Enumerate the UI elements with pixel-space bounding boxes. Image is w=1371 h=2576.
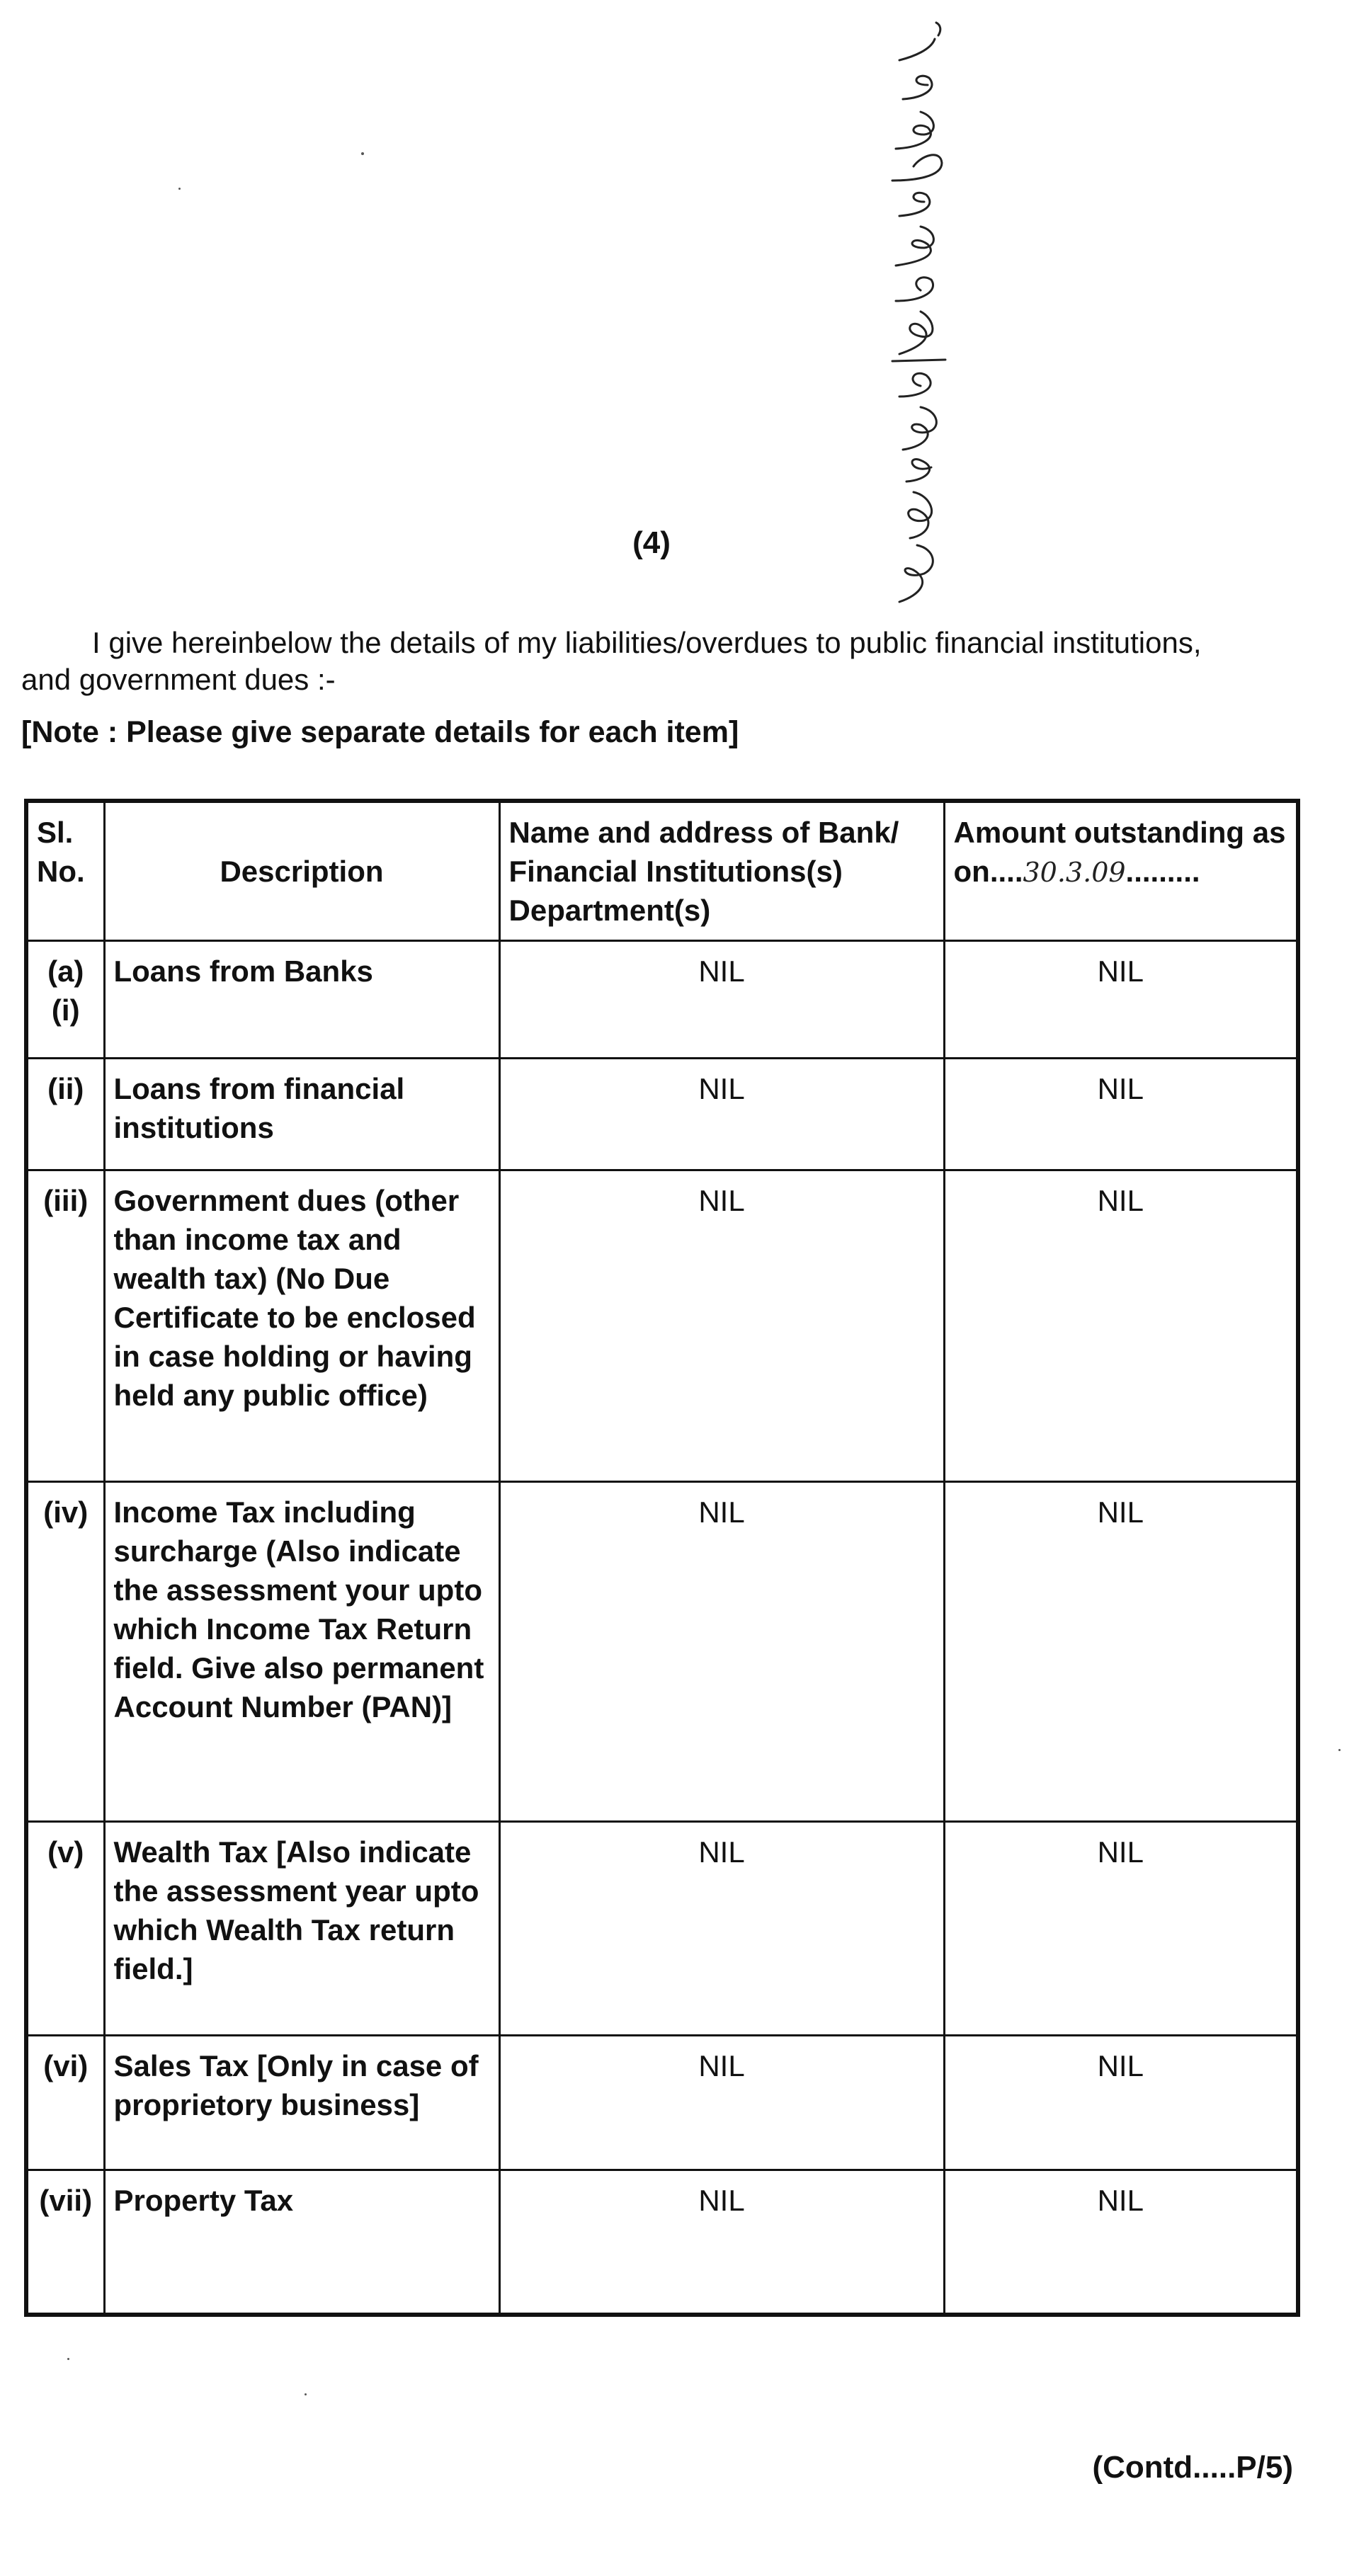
row-description: Income Tax including surcharge (Also indicate the assessment your upto which Income Tax Return field. Give also permanent Account Number (PAN)] [104,1482,499,1822]
row-sl: (vi) [26,2036,104,2170]
header-amount-dots-trailing: ......... [1125,855,1200,888]
scan-speck [305,2393,307,2395]
row-description: Loans from Banks [104,941,499,1059]
table-header-row [26,801,1298,941]
table-row [26,2170,1298,2315]
row-name-address: NIL [499,2036,944,2170]
note-text: [Note : Please give separate details for each item] [21,715,739,749]
row-amount: NIL [944,1170,1298,1482]
row-amount: NIL [944,1482,1298,1822]
table-row [26,1822,1298,2036]
row-name-address: NIL [499,1170,944,1482]
row-sl: (v) [26,1822,104,2036]
row-name-address: NIL [499,1059,944,1170]
intro-line-2: and government dues :- [21,663,336,696]
table-row [26,941,1298,1059]
handwritten-signature [871,21,956,616]
row-name-address: NIL [499,1822,944,2036]
table-row [26,1059,1298,1170]
scan-speck [361,152,364,155]
scan-speck [178,188,181,190]
intro-line-1: I give hereinbelow the details of my liabilities/overdues to public financial institutions, [92,626,1202,659]
header-description: Description [104,801,499,941]
row-sl: (a) (i) [26,941,104,1059]
row-name-address: NIL [499,1482,944,1822]
row-name-address: NIL [499,941,944,1059]
liabilities-table [24,799,1300,2317]
table-row [26,2036,1298,2170]
header-name-address: Name and address of Bank/ Financial Institutions(s) Department(s) [499,801,944,941]
table-row [26,1170,1298,1482]
row-amount: NIL [944,941,1298,1059]
row-amount: NIL [944,1822,1298,2036]
row-amount: NIL [944,1059,1298,1170]
header-amount-label: Amount outstanding as on [953,816,1286,888]
row-description: Property Tax [104,2170,499,2315]
row-description: Wealth Tax [Also indicate the assessment year upto which Wealth Tax return field.] [104,1822,499,2036]
scan-speck [1338,1749,1341,1751]
row-description: Sales Tax [Only in case of proprietory business] [104,2036,499,2170]
intro-paragraph [21,625,1303,698]
row-sl: (iv) [26,1482,104,1822]
header-amount [944,801,1298,941]
row-sl: (ii) [26,1059,104,1170]
row-amount: NIL [944,2170,1298,2315]
table-row [26,1482,1298,1822]
header-amount-dots: .... [989,855,1023,888]
scan-speck [67,2358,69,2360]
row-description: Loans from financial institutions [104,1059,499,1170]
row-sl: (vii) [26,2170,104,2315]
row-description: Government dues (other than income tax and wealth tax) (No Due Certificate to be enclosed in case holding or having held any public office) [104,1170,499,1482]
row-sl: (iii) [26,1170,104,1482]
handwritten-date: 30.3.09 [1023,857,1126,888]
row-amount: NIL [944,2036,1298,2170]
continued-footer: (Contd.....P/5) [1092,2450,1293,2485]
row-name-address: NIL [499,2170,944,2315]
page-number: (4) [632,525,671,560]
header-sl-no: Sl. No. [26,801,104,941]
